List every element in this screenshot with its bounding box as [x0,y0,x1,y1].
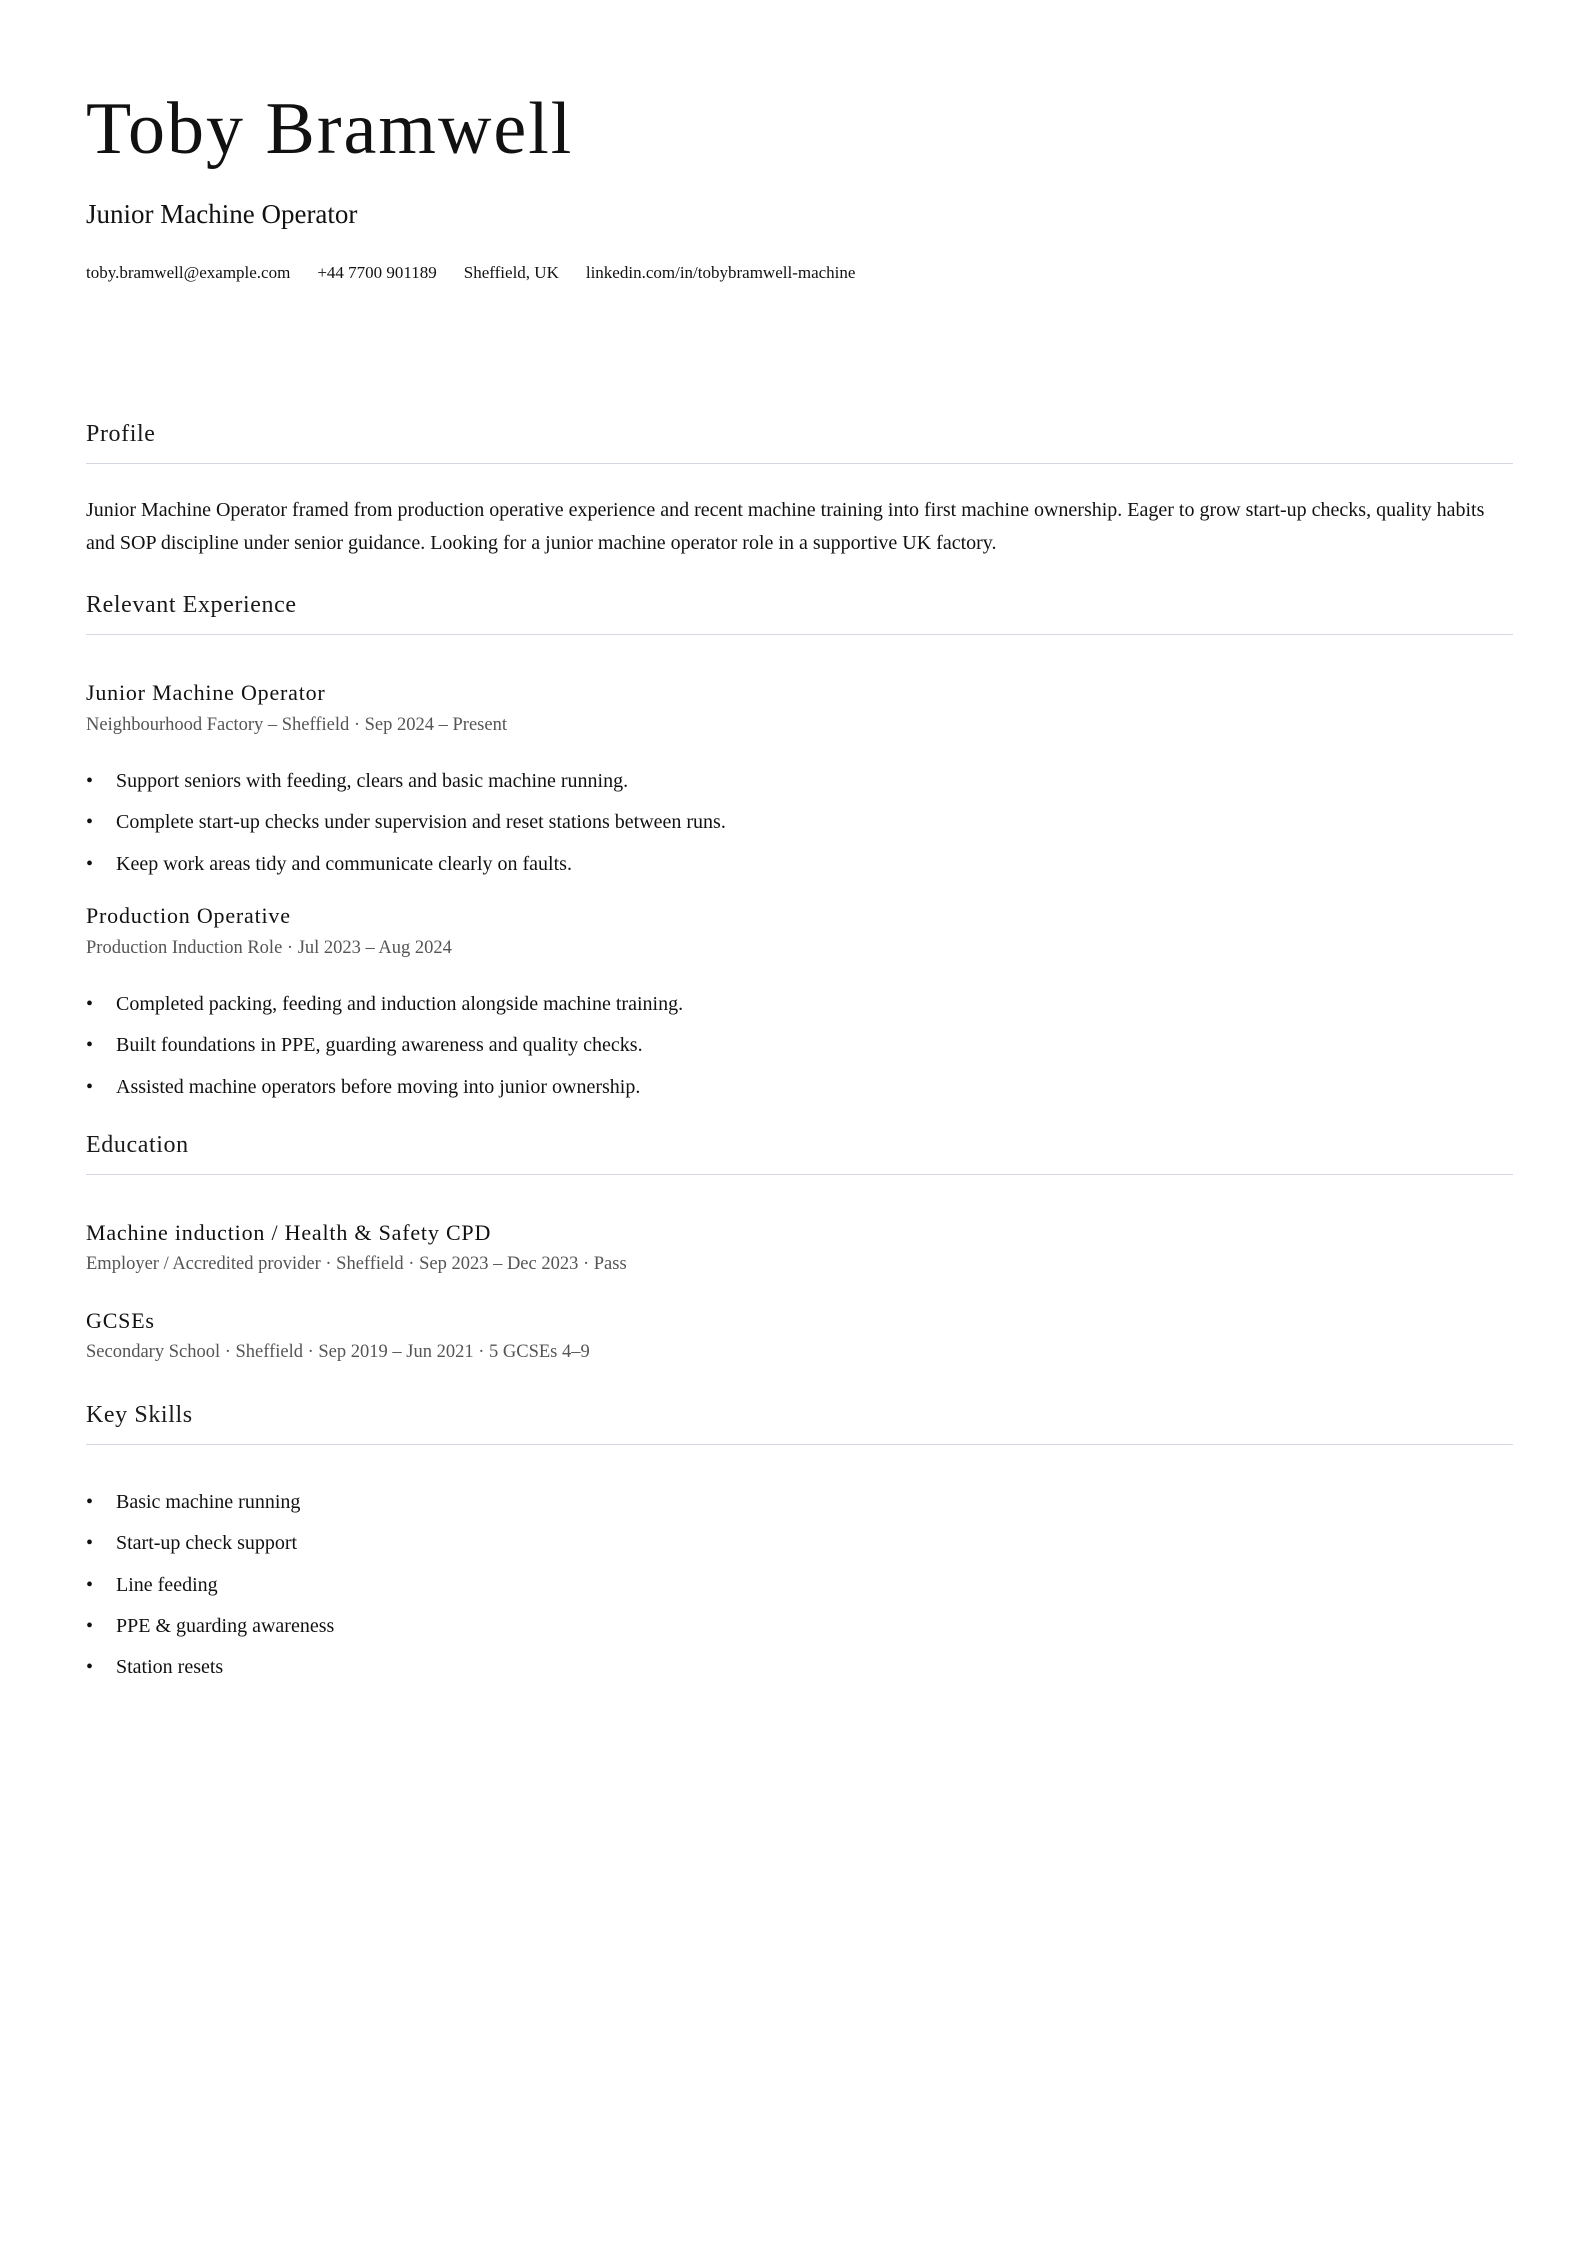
education-meta: Secondary School · Sheffield · Sep 2019 – Jun 2021 · 5 GCSEs 4–9 [86,1342,590,1362]
contact-line [86,263,855,283]
job-meta: Neighbourhood Factory – Sheffield · Sep 2024 – Present [86,715,507,735]
list-item: • Keep work areas tidy and communicate clearly on faults. [86,844,1513,885]
job-title: Production Operative [86,903,291,928]
candidate-name: Toby Bramwell [86,88,574,170]
contact-email[interactable]: toby.bramwell@example.com [86,263,291,282]
job-meta: Production Induction Role · Jul 2023 – Aug 2024 [86,938,452,958]
list-item: • Support seniors with feeding, clears and basic machine running. [86,761,1513,802]
section-heading-skills: Key Skills [86,1401,1513,1445]
skill-item: • Line feeding [86,1565,1513,1606]
skill-item: • Basic machine running [86,1482,1513,1523]
education-meta: Employer / Accredited provider · Sheffield · Sep 2023 – Dec 2023 · Pass [86,1254,627,1274]
section-heading-education: Education [86,1131,1513,1175]
profile-summary: Junior Machine Operator framed from production operative experience and recent machine training into first machine ownership. Eager to grow start-up checks, quality habits and SOP discipline under senior guidance. Looking for a junior machine operator role in a supportive UK factory. [86,499,1485,554]
list-item: • Built foundations in PPE, guarding awareness and quality checks. [86,1025,1513,1066]
job-bullet-list [86,761,1513,885]
contact-phone[interactable]: +44 7700 901189 [317,263,437,282]
skill-item: • PPE & guarding awareness [86,1606,1513,1647]
list-item: • Assisted machine operators before moving into junior ownership. [86,1067,1513,1108]
section-heading-experience: Relevant Experience [86,591,1513,635]
contact-linkedin[interactable]: linkedin.com/in/tobybramwell-machine [585,263,856,282]
section-heading-profile: Profile [86,420,1513,464]
list-item: • Complete start-up checks under supervision and reset stations between runs. [86,802,1513,843]
skills-list [86,1482,1513,1688]
skill-item: • Start-up check support [86,1523,1513,1564]
list-item: • Completed packing, feeding and induction alongside machine training. [86,984,1513,1025]
education-title: Machine induction / Health & Safety CPD [86,1220,492,1245]
skill-item: • Station resets [86,1647,1513,1688]
candidate-title: Junior Machine Operator [86,199,358,229]
job-title: Junior Machine Operator [86,680,326,705]
contact-location: Sheffield, UK [463,263,559,282]
education-title: GCSEs [86,1308,155,1333]
job-bullet-list [86,984,1513,1108]
